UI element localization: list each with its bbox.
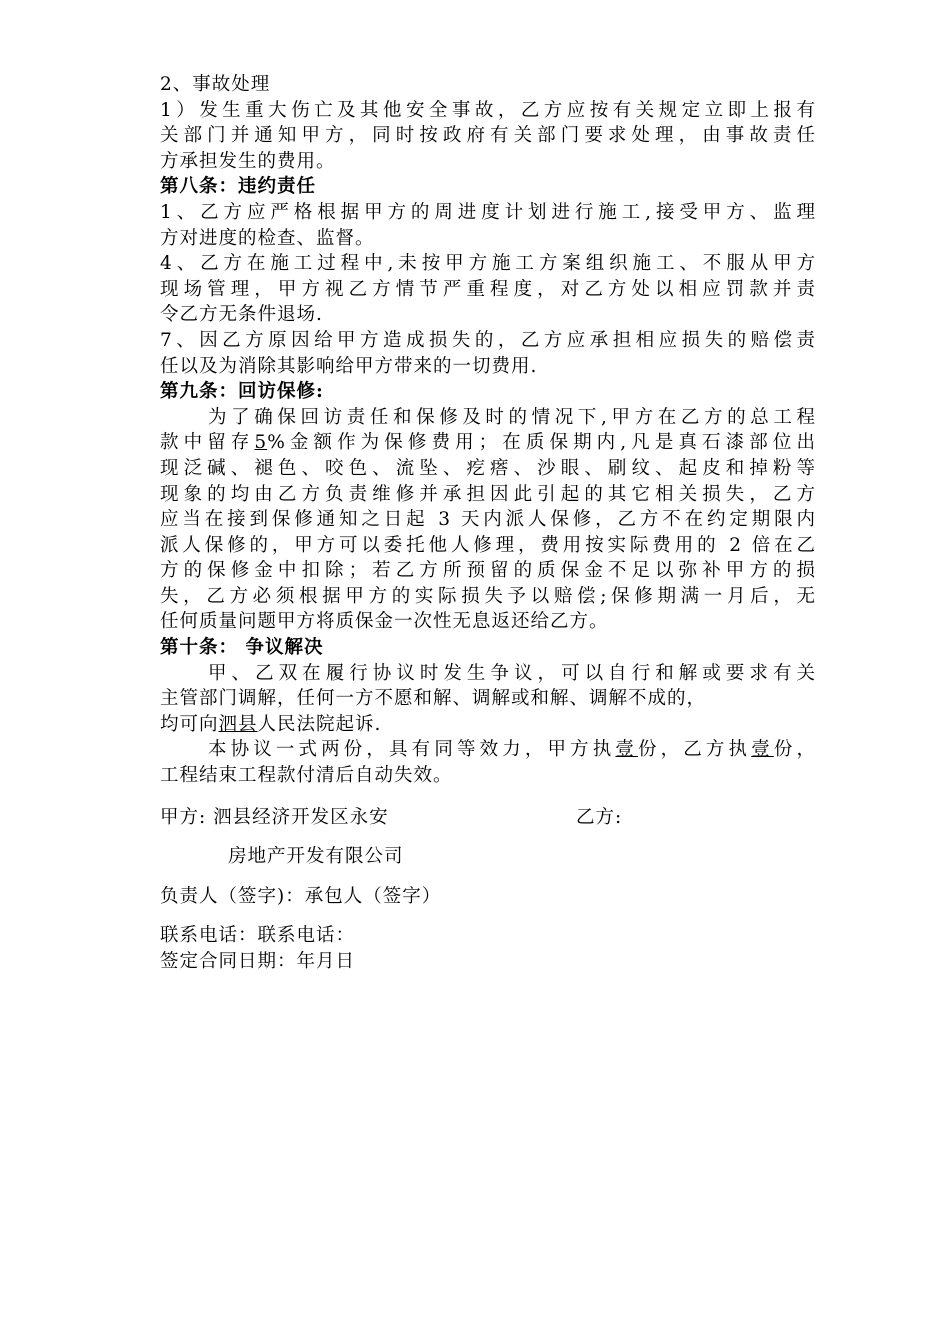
- party-a-company: 房地产开发有限公司: [228, 846, 404, 868]
- article-10-text: 份，乙方执: [638, 739, 752, 761]
- article-9-title: 第九条：回访保修:: [160, 381, 324, 403]
- article-9-line: 失，乙方必须根据甲方的实际损失予以赔偿;保修期满一月后，无: [160, 585, 816, 607]
- article-10-copies-line: [160, 737, 816, 763]
- party-a-label: 甲方: 泗县经济开发区永安: [160, 806, 389, 828]
- article-8-item-7-line: 7、因乙方原因给甲方造成损失的，乙方应承担相应损失的赔偿责: [160, 329, 816, 351]
- article-9-line: [160, 430, 816, 456]
- article-8-title: 第八条：违约责任: [160, 176, 317, 198]
- accident-section: [160, 72, 816, 174]
- contract-date-line: 签定合同日期：年月日: [160, 951, 356, 972]
- article-9-line: 方的保修金中扣除；若乙方所预留的质保金不足以弥补甲方的损: [160, 560, 816, 582]
- article-10-text: 均可向: [160, 713, 219, 735]
- article-10: [160, 635, 816, 789]
- article-9-line: 任何质量问题甲方将质保金一次性无息返还给乙方。: [160, 611, 609, 633]
- article-8: [160, 174, 816, 379]
- responsible-signature-line: 负责人（签字)：承包人（签字）: [160, 885, 442, 907]
- article-9: [160, 379, 816, 635]
- accident-para-line: 1）发生重大伤亡及其他安全事故，乙方应按有关规定立即上报有: [160, 99, 816, 121]
- article-9-line: 现泛碱、褪色、咬色、流坠、疙瘩、沙眼、刷纹、起皮和掉粉等: [160, 457, 816, 479]
- article-10-title: 第十条： 争议解决: [160, 637, 324, 659]
- article-9-line: 应当在接到保修通知之日起 3 天内派人保修，乙方不在约定期限内: [160, 509, 816, 531]
- article-9-text: 款中留存: [160, 432, 255, 454]
- article-8-item-4-line: 4、乙方在施工过程中,未按甲方施工方案组织施工、不服从甲方: [160, 253, 816, 275]
- article-10-line: 甲、乙双在履行协议时发生争议，可以自行和解或要求有关: [208, 662, 816, 684]
- article-8-item-1-line: 1、乙方应严格根据甲方的周进度计划进行施工,接受甲方、监理: [160, 201, 816, 223]
- warranty-percent: 5: [254, 432, 268, 454]
- article-10-text: 人民法院起诉.: [257, 713, 382, 735]
- court-county: 泗县: [218, 713, 258, 735]
- phone-line: 联系电话：联系电话：: [160, 925, 356, 947]
- article-10-text: 份，: [773, 739, 816, 761]
- article-10-line: 主管部门调解，任何一方不愿和解、调解或和解、调解不成的，: [160, 688, 707, 710]
- party-b-label: 乙方:: [576, 806, 623, 828]
- article-9-text: %金额作为保修费用；在质保期内,凡是真石漆部位出: [267, 432, 816, 454]
- signature-parties-row: [160, 805, 816, 831]
- article-8-item-4-line: 现场管理，甲方视乙方情节严重程度，对乙方处以相应罚款并责: [160, 278, 816, 300]
- article-8-item-4-line: 令乙方无条件退场.: [160, 304, 323, 326]
- contract-page: [160, 72, 816, 975]
- accident-para-line: 方承担发生的费用。: [160, 150, 336, 172]
- accident-para-line: 关部门并通知甲方，同时按政府有关部门要求处理，由事故责任: [160, 125, 816, 147]
- party-a-copies: 壹: [615, 739, 639, 761]
- signature-block: [160, 805, 816, 975]
- article-9-line: 现象的均由乙方负责维修并承担因此引起的其它相关损失，乙方: [160, 483, 816, 505]
- article-9-line: 为了确保回访责任和保修及时的情况下,甲方在乙方的总工程: [208, 406, 816, 428]
- article-10-line: [160, 712, 816, 738]
- article-10-text: 本协议一式两份，具有同等效力，甲方执: [208, 739, 616, 761]
- article-9-line: 派人保修的，甲方可以委托他人修理，费用按实际费用的 2 倍在乙: [160, 534, 816, 556]
- article-8-item-1-line: 方对进度的检查、监督。: [160, 227, 375, 249]
- accident-heading: 2、事故处理: [160, 74, 271, 95]
- article-8-item-7-line: 任以及为消除其影响给甲方带来的一切费用.: [160, 355, 538, 377]
- article-10-line: 工程结束工程款付清后自动失效。: [160, 765, 453, 787]
- party-b-copies: 壹: [751, 739, 774, 761]
